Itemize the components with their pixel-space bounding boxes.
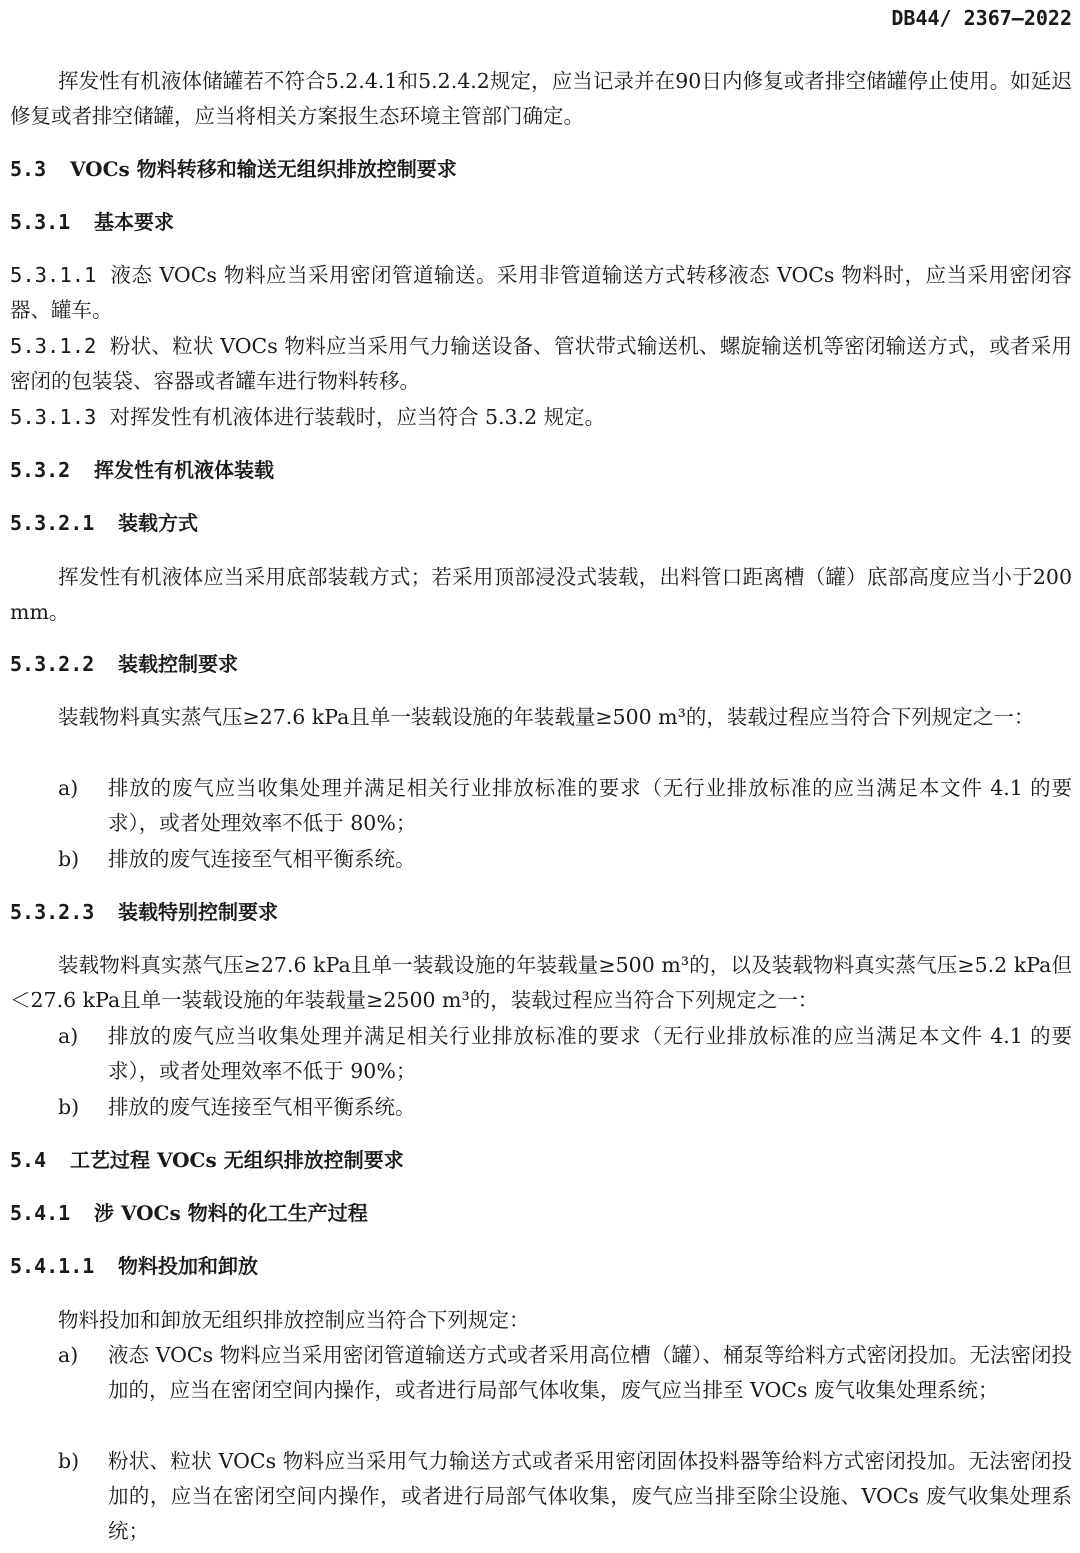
- section-title: 挥发性有机液体装载: [94, 458, 274, 482]
- list-item: [58, 1338, 1072, 1408]
- heading-5-3-2-2: [10, 647, 238, 682]
- list-item: [58, 1090, 1072, 1125]
- list-marker: a): [58, 1024, 79, 1048]
- clause-text: 液态 VOCs 物料应当采用密闭管道输送。采用非管道输送方式转移液态 VOCs 物料时，应当采用密闭容器、罐车。: [10, 263, 1072, 322]
- list-item: [58, 771, 1072, 841]
- section-title: 装载方式: [118, 511, 198, 535]
- section-number: 5.3.2: [10, 458, 71, 482]
- clause-5-3-1-3: [10, 400, 1072, 435]
- list-text: 排放的废气应当收集处理并满足相关行业排放标准的要求（无行业排放标准的应当满足本文件 4.1 的要求），或者处理效率不低于 80%；: [108, 776, 1072, 835]
- heading-5-3: [10, 152, 457, 187]
- clause-number: 5.3.1.2: [10, 334, 97, 358]
- list-item: [58, 1444, 1072, 1549]
- list-text: 排放的废气连接至气相平衡系统。: [108, 1095, 416, 1119]
- document-number: DB44/ 2367—2022: [891, 6, 1072, 30]
- heading-5-3-2: [10, 453, 274, 488]
- section-number: 5.4.1: [10, 1201, 71, 1225]
- clause-number: 5.3.1.3: [10, 405, 97, 429]
- section-title: 物料投加和卸放: [118, 1254, 258, 1278]
- section-number: 5.4: [10, 1148, 47, 1172]
- heading-5-3-2-3: [10, 895, 278, 930]
- section-title: 装载特别控制要求: [118, 900, 278, 924]
- section-title: 基本要求: [94, 210, 174, 234]
- section-number: 5.3.1: [10, 210, 71, 234]
- heading-5-4: [10, 1143, 404, 1178]
- clause-5-3-1-1: [10, 258, 1072, 328]
- heading-5-4-1: [10, 1196, 368, 1231]
- list-text: 粉状、粒状 VOCs 物料应当采用气力输送方式或者采用密闭固体投料器等给料方式密闭投加。无法密闭投加的，应当在密闭空间内操作，或者进行局部气体收集，废气应当排至除尘设施、VOCs 废气收集处理系统；: [108, 1449, 1072, 1543]
- list-marker: a): [58, 1343, 79, 1367]
- section-number: 5.3.2.1: [10, 511, 95, 535]
- list-text: 排放的废气连接至气相平衡系统。: [108, 847, 416, 871]
- section-number: 5.4.1.1: [10, 1254, 95, 1278]
- paragraph-special-control: 装载物料真实蒸气压≥27.6 kPa且单一装载设施的年装载量≥500 m³的，以及装载物料真实蒸气压≥5.2 kPa但＜27.6 kPa且单一装载设施的年装载量≥2500 m³的，装载过程应当符合下列规定之一：: [10, 953, 1072, 1012]
- list-item: [58, 1019, 1072, 1089]
- clause-text: 对挥发性有机液体进行装载时，应当符合 5.3.2 规定。: [109, 405, 606, 429]
- section-title: 装载控制要求: [118, 652, 238, 676]
- section-title: 工艺过程 VOCs 无组织排放控制要求: [70, 1148, 404, 1172]
- section-number: 5.3: [10, 157, 47, 181]
- paragraph-loading-method: 挥发性有机液体应当采用底部装载方式；若采用顶部浸没式装载，出料管口距离槽（罐）底部高度应当小于200 mm。: [10, 565, 1072, 624]
- list-marker: b): [58, 1449, 80, 1473]
- section-number: 5.3.2.2: [10, 652, 95, 676]
- paragraph-loading-control: 装载物料真实蒸气压≥27.6 kPa且单一装载设施的年装载量≥500 m³的，装载过程应当符合下列规定之一：: [58, 705, 1035, 729]
- list-marker: b): [58, 847, 80, 871]
- paragraph-storage-tank: 挥发性有机液体储罐若不符合5.2.4.1和5.2.4.2规定，应当记录并在90日内修复或者排空储罐停止使用。如延迟修复或者排空储罐，应当将相关方案报生态环境主管部门确定。: [10, 69, 1072, 128]
- list-text: 液态 VOCs 物料应当采用密闭管道输送方式或者采用高位槽（罐）、桶泵等给料方式密闭投加。无法密闭投加的，应当在密闭空间内操作，或者进行局部气体收集，废气应当排至 VOCs 废气收集处理系统；: [108, 1343, 1072, 1402]
- list-marker: a): [58, 776, 79, 800]
- list-marker: b): [58, 1095, 80, 1119]
- clause-text: 粉状、粒状 VOCs 物料应当采用气力输送设备、管状带式输送机、螺旋输送机等密闭输送方式，或者采用密闭的包装袋、容器或者罐车进行物料转移。: [10, 334, 1072, 393]
- heading-5-3-1: [10, 205, 174, 240]
- heading-5-3-2-1: [10, 506, 198, 541]
- list-item: [58, 842, 1072, 877]
- section-title: VOCs 物料转移和输送无组织排放控制要求: [70, 157, 457, 181]
- clause-number: 5.3.1.1: [10, 263, 97, 287]
- section-number: 5.3.2.3: [10, 900, 95, 924]
- list-text: 排放的废气应当收集处理并满足相关行业排放标准的要求（无行业排放标准的应当满足本文件 4.1 的要求），或者处理效率不低于 90%；: [108, 1024, 1072, 1083]
- section-title: 涉 VOCs 物料的化工生产过程: [94, 1201, 368, 1225]
- clause-5-3-1-2: [10, 329, 1072, 399]
- paragraph-feeding: 物料投加和卸放无组织排放控制应当符合下列规定：: [58, 1308, 530, 1332]
- heading-5-4-1-1: [10, 1249, 258, 1284]
